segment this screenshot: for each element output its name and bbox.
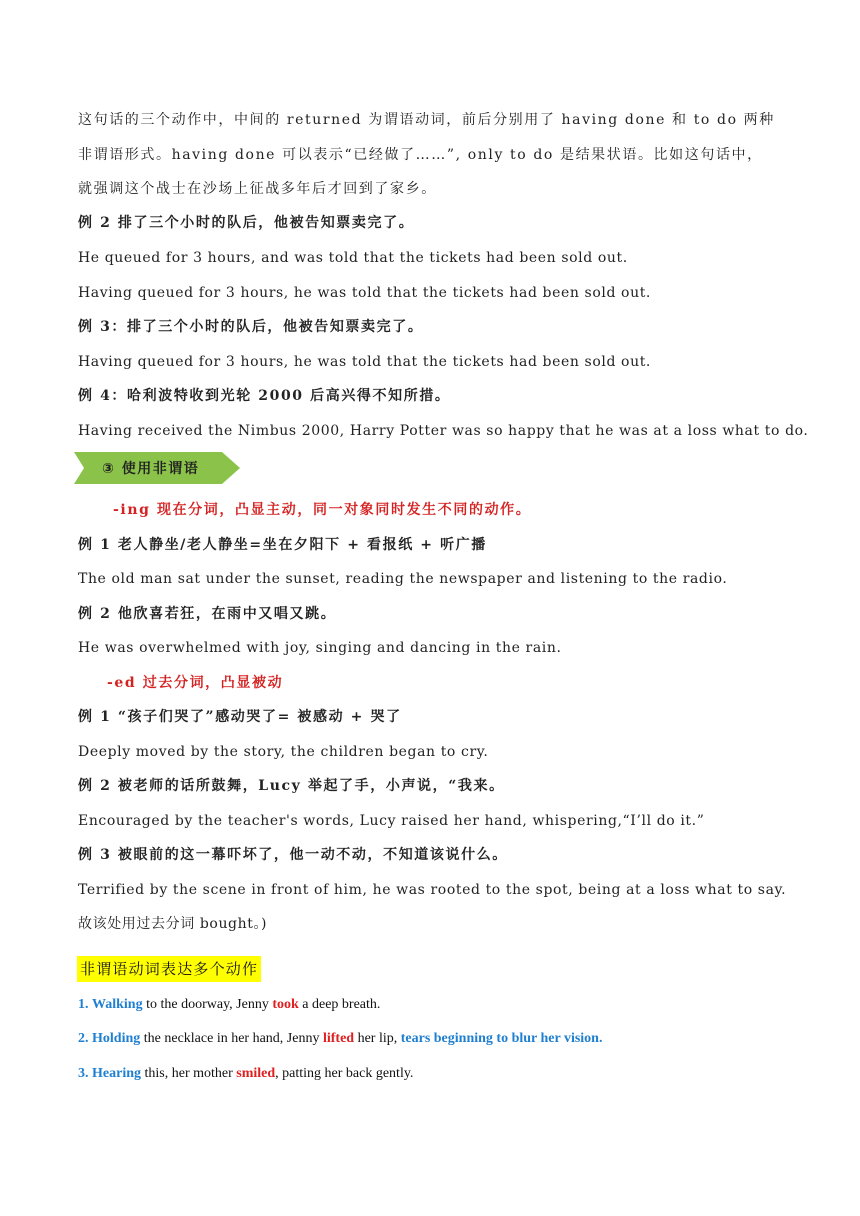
list-item <box>78 1029 602 1049</box>
note-line: 故该处用过去分词 bought。) <box>78 916 268 932</box>
paragraph-line: 非谓语形式。having done 可以表示“已经做了……”, only to do 是结果状语。比如这句话中， <box>78 147 763 163</box>
example-title: 例 2 排了三个小时的队后，他被告知票卖完了。 <box>78 215 415 231</box>
highlighted-heading: 非谓语动词表达多个动作 <box>77 956 261 982</box>
example-sentence: Terrified by the scene in front of him, he was rooted to the spot, being at a loss what to say. <box>78 882 787 898</box>
nonfinite-verb: Walking <box>92 997 143 1012</box>
example-sentence: Having received the Nimbus 2000, Harry Potter was so happy that he was at a loss what to do. <box>78 423 809 439</box>
example-title: 例 1 老人静坐/老人静坐=坐在夕阳下 + 看报纸 + 听广播 <box>78 537 487 553</box>
list-item <box>78 995 380 1015</box>
sentence-text: to the doorway, Jenny <box>142 997 273 1012</box>
absolute-phrase: tears beginning to blur her vision. <box>400 1031 603 1046</box>
item-number: 1. <box>78 997 89 1012</box>
paragraph-line: 就强调这个战士在沙场上征战多年后才回到了家乡。 <box>78 181 437 197</box>
example-sentence: Having queued for 3 hours, he was told that the tickets had been sold out. <box>78 354 651 370</box>
nonfinite-verb: Holding <box>92 1031 141 1046</box>
example-sentence: The old man sat under the sunset, reading the newspaper and listening to the radio. <box>78 571 728 587</box>
example-title: 例 1 “孩子们哭了”感动哭了= 被感动 + 哭了 <box>78 709 402 725</box>
nonfinite-verb: Hearing <box>92 1066 141 1081</box>
sentence-text: , patting her back gently. <box>275 1066 414 1081</box>
sentence-text: her lip, <box>354 1031 401 1046</box>
example-sentence: He was overwhelmed with joy, singing and dancing in the rain. <box>78 640 562 656</box>
paragraph-line: 这句话的三个动作中，中间的 returned 为谓语动词，前后分别用了 having done 和 to do 两种 <box>78 112 775 128</box>
main-verb: took <box>272 997 299 1012</box>
sentence-text: a deep breath. <box>298 997 381 1012</box>
item-number: 2. <box>78 1031 89 1046</box>
example-title: 例 3：排了三个小时的队后，他被告知票卖完了。 <box>78 319 424 335</box>
example-title: 例 2 被老师的话所鼓舞，Lucy 举起了手，小声说，“我来。 <box>78 778 505 794</box>
list-item <box>78 1064 413 1084</box>
example-title: 例 4：哈利波特收到光轮 2000 后高兴得不知所措。 <box>78 388 451 404</box>
sentence-text: this, her mother <box>141 1066 237 1081</box>
section-badge <box>74 452 240 484</box>
main-verb: smiled <box>236 1066 276 1081</box>
sentence-text: the necklace in her hand, Jenny <box>140 1031 323 1046</box>
example-title: 例 3 被眼前的这一幕吓坏了，他一动不动，不知道该说什么。 <box>78 847 508 863</box>
example-sentence: Having queued for 3 hours, he was told that the tickets had been sold out. <box>78 285 651 301</box>
section-heading: -ed 过去分词，凸显被动 <box>107 675 284 691</box>
example-sentence: Deeply moved by the story, the children began to cry. <box>78 744 489 760</box>
example-title: 例 2 他欣喜若狂，在雨中又唱又跳。 <box>78 606 337 622</box>
example-sentence: Encouraged by the teacher's words, Lucy raised her hand, whispering,“I’ll do it.” <box>78 813 705 829</box>
section-badge-label: ③ 使用非谓语 <box>102 461 200 477</box>
main-verb: lifted <box>322 1031 355 1046</box>
section-heading: -ing 现在分词，凸显主动，同一对象同时发生不同的动作。 <box>113 502 532 518</box>
example-sentence: He queued for 3 hours, and was told that the tickets had been sold out. <box>78 250 628 266</box>
item-number: 3. <box>78 1066 89 1081</box>
